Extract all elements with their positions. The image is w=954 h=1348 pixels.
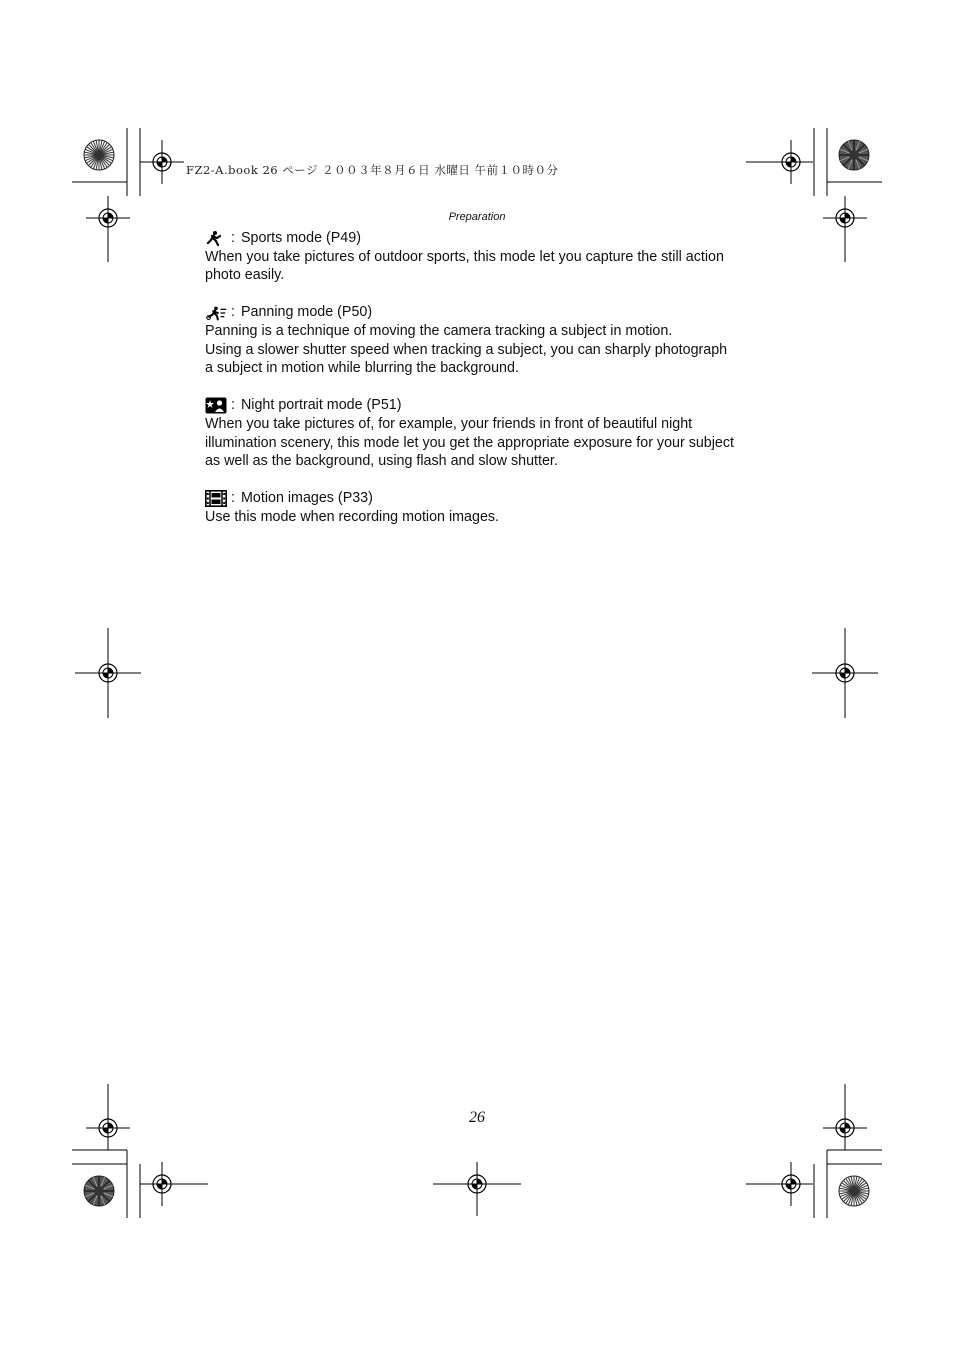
description-line: Use this mode when recording motion images.: [205, 508, 500, 525]
mode-item-motion-images: [205, 489, 765, 526]
description-line: When you take pictures of outdoor sports, this mode let you capture the still action: [205, 248, 724, 265]
description-line: a subject in motion while blurring the background.: [205, 360, 519, 377]
separator: :: [231, 397, 235, 414]
separator: :: [231, 304, 235, 321]
mode-description: [205, 415, 765, 471]
mode-item-sports: [205, 229, 765, 285]
description-line: When you take pictures of, for example, your friends in front of beautiful night: [205, 415, 693, 432]
page-number: 26: [469, 1109, 485, 1126]
description-line: Using a slower shutter speed when tracking a subject, you can sharply photograph: [205, 341, 728, 358]
slug-line: FZ2-A.book 26 ページ ２００３年８月６日 水曜日 午前１０時０分: [186, 163, 559, 177]
description-line: Panning is a technique of moving the camera tracking a subject in motion.: [205, 322, 673, 339]
mode-description: [205, 322, 765, 378]
motion-images-icon: [205, 490, 227, 508]
section-label: Preparation: [448, 211, 506, 223]
mode-heading: Night portrait mode (P51): [240, 397, 402, 414]
separator: :: [231, 230, 235, 246]
mode-description: [205, 248, 765, 285]
mode-description: [205, 508, 765, 527]
description-line: as well as the background, using flash and slow shutter.: [205, 453, 558, 470]
mode-item-panning: [205, 303, 765, 377]
panning-icon: [205, 304, 227, 322]
mode-heading: Sports mode (P49): [240, 230, 361, 246]
description-line: photo easily.: [205, 267, 285, 284]
night-portrait-icon: [205, 397, 227, 415]
separator: :: [231, 490, 235, 507]
mode-heading: Panning mode (P50): [240, 304, 373, 321]
sports-icon: [205, 229, 227, 247]
description-line: illumination scenery, this mode let you get the appropriate exposure for your subject: [205, 434, 735, 451]
mode-heading: Motion images (P33): [240, 490, 373, 507]
mode-list: [205, 229, 765, 545]
mode-item-night-portrait: [205, 396, 765, 470]
